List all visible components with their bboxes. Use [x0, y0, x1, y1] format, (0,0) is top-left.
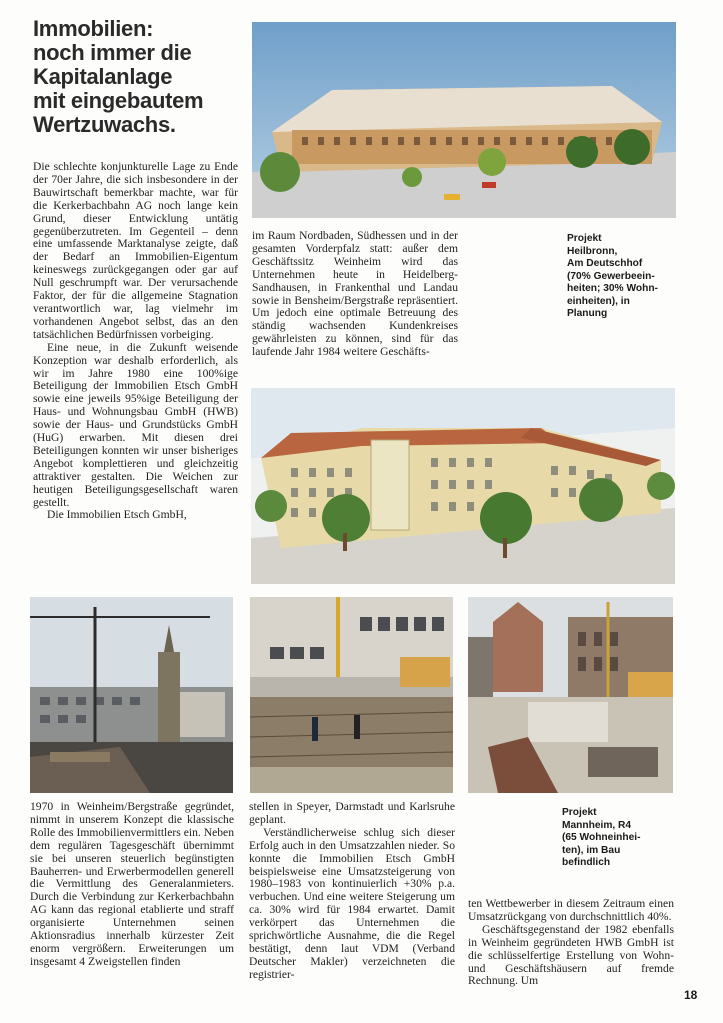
text-column-2-top [252, 230, 458, 359]
paragraph: ten Wettbewerber in diesem Zeitraum einen Umsatzrückgang von durchschnittlich 40%. [468, 897, 674, 923]
photo-heilbronn-rendering [251, 388, 675, 584]
text-column-2-bottom [249, 801, 455, 982]
text-column-1-top [33, 161, 238, 522]
photo-mannheim-site-2 [250, 597, 453, 793]
paragraph: Die Immobilien Etsch GmbH, [47, 508, 187, 522]
photo-heilbronn-model [252, 22, 676, 218]
caption-mannheim: Projekt Mannheim, R4 (65 Wohneinhei- ten), im Bau befindlich [562, 807, 641, 868]
paragraph: 1970 in Weinheim/Bergstraße gegründet, nimmt in unserem Konzept die klassische Rolle des Immobilienvermittlers ein. Neben dem regulären Tagesgeschäft übernimmt sie bei unseren steuerlich begünstigten Bauherren- und Erwerbermodellen generell die Vermittlung des Generalanmieters. Durch die Verbindung zur Kerkerbachbahn AG kann das regional etablierte und straff organisierte Unternehmen seinen Aktionsradius innerhalb kürzester Zeit enorm vergrößern. Erweiterungen um insgesamt 4 Zweigstellen finden [30, 800, 234, 968]
text-column-1-bottom [30, 801, 234, 969]
paragraph: Die schlechte konjunkturelle Lage zu Ende der 70er Jahre, die sich insbesondere in der Bauwirtschaft bemerkbar machte, war für die Kerkerbachbahn AG noch lange kein Grund, dieser Entwicklung untätig gegenüberzutreten. Im Gegenteil – denn eine umfassende Marktanalyse zeigte, daß der Bedarf an Immobilien-Eigentum keineswegs zurückgegangen oder gar auf Null geschrumpft war. Der verursachende Faktor, der für die allgemeine Stagnation verantwortlich war, lag vielmehr im vorhandenen Angebot selbst, das an den tatsächlichen Bedürfnissen vorbeiging. [33, 160, 238, 341]
paragraph: Eine neue, in die Zukunft weisende Konzeption war deshalb erforderlich, als wir im Jahre 1980 eine 100%ige Beteiligung der Immobilien Etsch GmbH sowie eine jeweils 95%ige Beteiligung der Haus- und Wohnungsbau GmbH (HWB) sowie der Haus- und Grundstücks GmbH (HuG) erwarben. Mit diesen drei Beteiligungen konnten wir unser bisheriges Angebot komplettieren und gleichzeitig attraktiver gestalten. Die Weichen zur heutigen Beteiligungsgesellschaft waren gestellt. [33, 340, 238, 509]
photo-mannheim-site-3 [468, 597, 673, 793]
text-column-3-bottom [468, 898, 674, 988]
page-number: 18 [684, 988, 698, 1002]
caption-heilbronn: Projekt Heilbronn, Am Deutschhof (70% Gewerbeein- heiten; 30% Wohn- einheiten), in Planung [567, 233, 658, 319]
paragraph: stellen in Speyer, Darmstadt und Karlsruhe geplant. [249, 800, 455, 826]
article-title: Immobilien: noch immer die Kapitalanlage mit eingebautem Wertzuwachs. [33, 16, 204, 137]
photo-mannheim-site-1 [30, 597, 233, 793]
paragraph: Geschäftsgegenstand der 1982 ebenfalls in Weinheim gegründeten HWB GmbH ist die schlüsselfertige Erstellung von Wohn- und Geschäftshäusern auf fremde Rechnung. Um [468, 922, 674, 988]
paragraph: Verständlicherweise schlug sich dieser Erfolg auch in den Umsatzzahlen nieder. So konnte die Immobilien Etsch GmbH beispielsweise eine Umsatzsteigerung von 1980–1983 von kontinuierlich +30% p.a. verbuchen. Und eine weitere Steigerung um ca. 30% wird für 1984 erwartet. Damit verkörpert das Unternehmen die sprichwörtliche Ausnahme, die die Regel bestätigt, denn laut VDM (Verband Deutscher Makler) verzeichneten die registrier- [249, 825, 455, 981]
paragraph: im Raum Nordbaden, Südhessen und in der gesamten Vorderpfalz statt: außer dem Geschäftssitz Weinheim wird das Unternehmen heute in Heidelberg-Sandhausen, in Frankenthal und Landau sowie in Bensheim/Bergstraße repräsentiert. Um jedoch eine optimale Betreuung des ständig wachsenden Kundenkreises gewährleisten zu können, sind für das laufende Jahr 1984 weitere Geschäfts- [252, 229, 458, 359]
